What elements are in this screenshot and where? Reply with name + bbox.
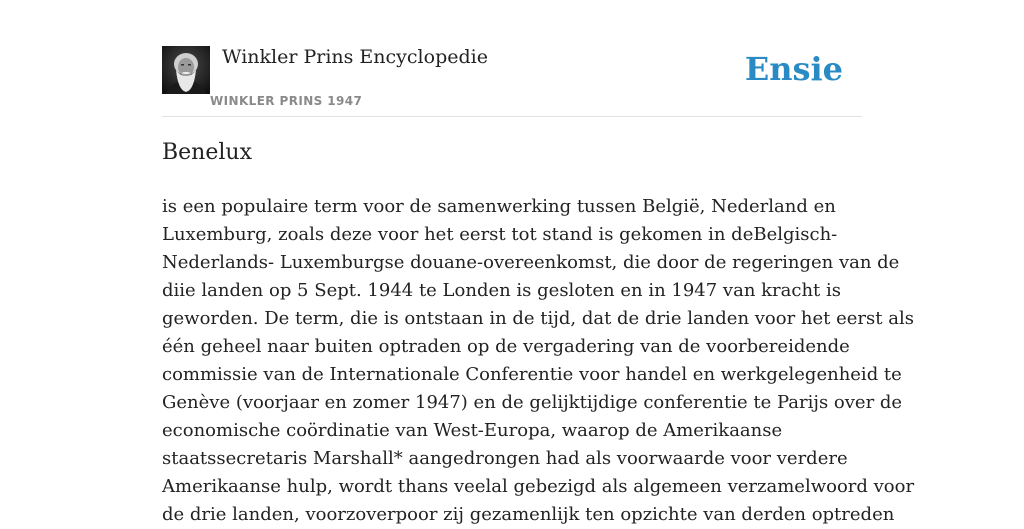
article-line: Genève (voorjaar en zomer 1947) en de gelijktijdige conferentie te Parijs over de bbox=[162, 392, 903, 413]
bearded-man-portrait-icon bbox=[162, 46, 210, 94]
article-line: diie landen op 5 Sept. 1944 te Londen is gesloten en in 1947 van kracht is bbox=[162, 280, 841, 301]
article-line: de drie landen, voorzoverpoor zij gezamenlijk ten opzichte van derden optreden bbox=[162, 504, 895, 525]
article-line: is een populaire term voor de samenwerking tussen België, Nederland en bbox=[162, 196, 836, 217]
article-line: geworden. De term, die is ontstaan in de tijd, dat de drie landen voor het eerst als bbox=[162, 308, 914, 329]
article-line: staatssecretaris Marshall* aangedrongen had als voorwaarde voor verdere bbox=[162, 448, 848, 469]
brand-logo[interactable]: Ensie bbox=[744, 50, 843, 88]
article-title: Benelux bbox=[162, 140, 252, 165]
source-header bbox=[162, 46, 862, 117]
avatar[interactable] bbox=[162, 46, 210, 94]
article-line: commissie van de Internationale Conferentie voor handel en werkgelegenheid te bbox=[162, 364, 902, 385]
article-line: Nederlands- Luxemburgse douane-overeenkomst, die door de regeringen van de bbox=[162, 252, 900, 273]
article-line: Luxemburg, zoals deze voor het eerst tot stand is gekomen in deBelgisch- bbox=[162, 224, 838, 245]
source-title[interactable]: Winkler Prins Encyclopedie bbox=[222, 46, 488, 68]
article-line: economische coördinatie van West-Europa, waarop de Amerikaanse bbox=[162, 420, 783, 441]
source-subtitle[interactable]: WINKLER PRINS 1947 bbox=[210, 94, 363, 108]
article-line: Amerikaanse hulp, wordt thans veelal gebezigd als algemeen verzamelwoord voor bbox=[162, 476, 915, 497]
article-body bbox=[162, 193, 915, 529]
article-line: één geheel naar buiten optraden op de vergadering van de voorbereidende bbox=[162, 336, 850, 357]
